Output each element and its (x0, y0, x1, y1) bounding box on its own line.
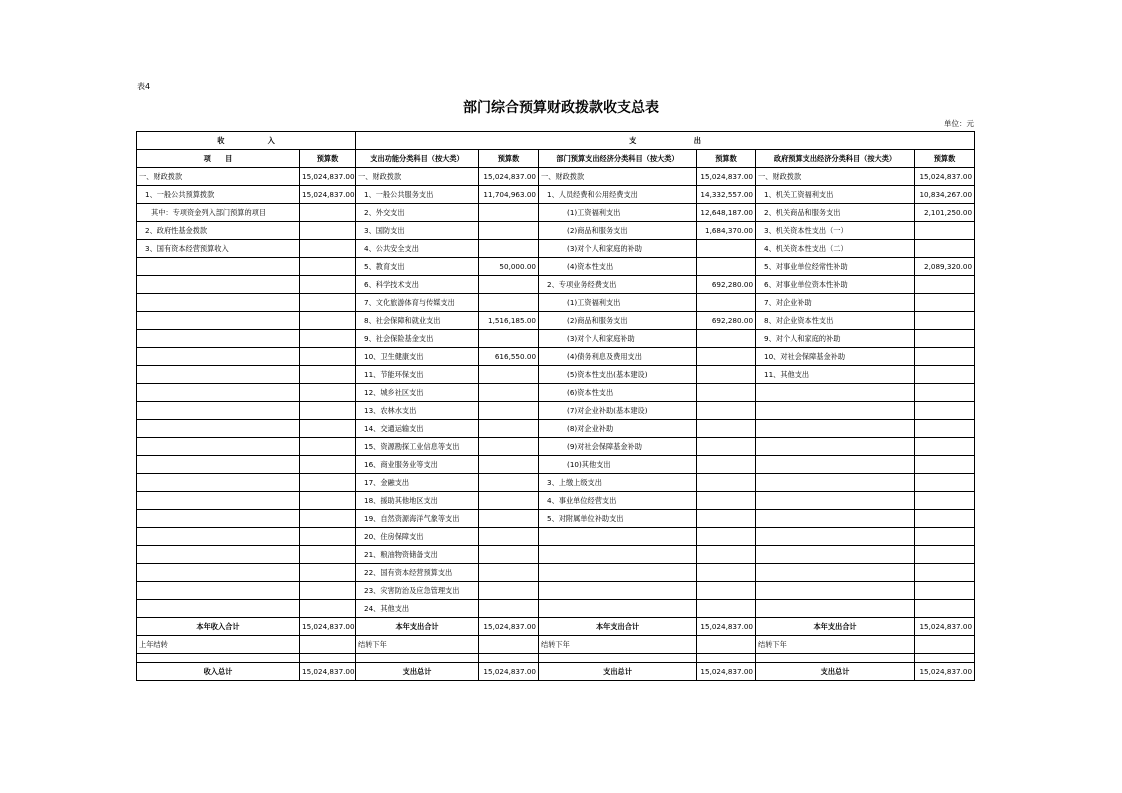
column-header-row (137, 150, 975, 168)
dept-item-cell: (9)对社会保障基金补助 (539, 438, 697, 456)
func-item-cell: 3、国防支出 (356, 222, 479, 240)
gov-grand-total-label: 支出总计 (756, 663, 915, 681)
dept-value-cell (697, 294, 756, 312)
table-row (137, 456, 975, 474)
income-item-cell (137, 312, 300, 330)
dept-item-cell: (4)资本性支出 (539, 258, 697, 276)
dept-item-cell: 一、财政拨款 (539, 168, 697, 186)
gov-item-cell (756, 420, 915, 438)
income-item-cell (137, 258, 300, 276)
dept-value-cell (697, 348, 756, 366)
budget-column-header: 预算数 (697, 150, 756, 168)
func-value-cell (479, 564, 539, 582)
func-item-cell: 19、自然资源海洋气象等支出 (356, 510, 479, 528)
table-row (137, 546, 975, 564)
gov-value-cell: 2,089,320.00 (915, 258, 975, 276)
dept-item-cell (539, 600, 697, 618)
dept-value-cell (697, 600, 756, 618)
table-row (137, 582, 975, 600)
income-item-cell: 1、一般公共预算拨款 (137, 186, 300, 204)
blank-cell (300, 654, 356, 663)
func-item-cell: 15、资源勘探工业信息等支出 (356, 438, 479, 456)
dept-item-cell: (1)工资福利支出 (539, 294, 697, 312)
dept-item-cell (539, 546, 697, 564)
gov-value-cell (915, 510, 975, 528)
func-value-cell: 1,516,185.00 (479, 312, 539, 330)
gov-value-cell (915, 240, 975, 258)
blank-cell (137, 654, 300, 663)
func-value-cell (479, 222, 539, 240)
income-value-cell: 15,024,837.00 (300, 186, 356, 204)
table-row (137, 312, 975, 330)
func-value-cell: 50,000.00 (479, 258, 539, 276)
blank-cell (539, 654, 697, 663)
income-value-cell (300, 474, 356, 492)
func-column-header: 支出功能分类科目（按大类） (356, 150, 479, 168)
func-item-cell: 1、一般公共服务支出 (356, 186, 479, 204)
table-row (137, 258, 975, 276)
func-value-cell (479, 276, 539, 294)
gov-item-cell: 5、对事业单位经常性补助 (756, 258, 915, 276)
dept-item-cell (539, 528, 697, 546)
func-item-cell: 17、金融支出 (356, 474, 479, 492)
gov-item-cell: 7、对企业补助 (756, 294, 915, 312)
income-value-cell (300, 348, 356, 366)
dept-value-cell (697, 564, 756, 582)
func-item-cell: 20、住房保障支出 (356, 528, 479, 546)
func-item-cell: 13、农林水支出 (356, 402, 479, 420)
table-row (137, 528, 975, 546)
dept-year-total-value: 15,024,837.00 (697, 618, 756, 636)
gov-item-cell: 11、其他支出 (756, 366, 915, 384)
income-item-cell (137, 330, 300, 348)
gov-item-cell (756, 438, 915, 456)
table-row (137, 492, 975, 510)
income-item-cell (137, 492, 300, 510)
gov-item-cell: 2、机关商品和服务支出 (756, 204, 915, 222)
item-column-header: 项 目 (137, 150, 300, 168)
dept-item-cell: 3、上缴上级支出 (539, 474, 697, 492)
gov-item-cell: 8、对企业资本性支出 (756, 312, 915, 330)
func-item-cell: 14、交通运输支出 (356, 420, 479, 438)
gov-item-cell: 3、机关资本性支出（一） (756, 222, 915, 240)
income-item-cell (137, 438, 300, 456)
gov-item-cell: 一、财政拨款 (756, 168, 915, 186)
func-grand-total-label: 支出总计 (356, 663, 479, 681)
gov-value-cell (915, 222, 975, 240)
func-value-cell (479, 240, 539, 258)
gov-value-cell (915, 528, 975, 546)
func-item-cell: 8、社会保障和就业支出 (356, 312, 479, 330)
income-value-cell (300, 510, 356, 528)
func-item-cell: 10、卫生健康支出 (356, 348, 479, 366)
dept-econ-column-header: 部门预算支出经济分类科目（按大类） (539, 150, 697, 168)
gov-item-cell: 1、机关工资福利支出 (756, 186, 915, 204)
gov-econ-column-header: 政府预算支出经济分类科目（按大类） (756, 150, 915, 168)
dept-item-cell: (6)资本性支出 (539, 384, 697, 402)
func-year-total-value: 15,024,837.00 (479, 618, 539, 636)
gov-grand-total-value: 15,024,837.00 (915, 663, 975, 681)
income-item-cell (137, 384, 300, 402)
gov-value-cell (915, 456, 975, 474)
dept-item-cell: 5、对附属单位补助支出 (539, 510, 697, 528)
income-item-cell: 其中：专项资金列入部门预算的项目 (137, 204, 300, 222)
dept-value-cell: 692,280.00 (697, 312, 756, 330)
dept-value-cell (697, 546, 756, 564)
income-value-cell: 15,024,837.00 (300, 168, 356, 186)
func-value-cell (479, 456, 539, 474)
income-value-cell (300, 240, 356, 258)
income-value-cell (300, 492, 356, 510)
gov-item-cell (756, 546, 915, 564)
func-value-cell (479, 294, 539, 312)
income-value-cell (300, 564, 356, 582)
dept-item-cell: (2)商品和服务支出 (539, 312, 697, 330)
dept-grand-total-label: 支出总计 (539, 663, 697, 681)
gov-value-cell: 2,101,250.00 (915, 204, 975, 222)
carry-over-row (137, 636, 975, 654)
gov-value-cell (915, 402, 975, 420)
carry-out-gov-value (915, 636, 975, 654)
income-item-cell: 一、财政拨款 (137, 168, 300, 186)
gov-value-cell (915, 384, 975, 402)
dept-value-cell (697, 492, 756, 510)
dept-value-cell (697, 510, 756, 528)
dept-grand-total-value: 15,024,837.00 (697, 663, 756, 681)
gov-value-cell (915, 474, 975, 492)
gov-item-cell (756, 582, 915, 600)
func-value-cell (479, 510, 539, 528)
income-grand-total-value: 15,024,837.00 (300, 663, 356, 681)
blank-cell (479, 654, 539, 663)
carry-in-value (300, 636, 356, 654)
income-value-cell (300, 222, 356, 240)
expense-group-header: 支 出 (356, 132, 975, 150)
dept-value-cell: 12,648,187.00 (697, 204, 756, 222)
blank-cell (697, 654, 756, 663)
budget-summary-table (136, 131, 975, 681)
gov-value-cell (915, 330, 975, 348)
income-value-cell (300, 402, 356, 420)
table-row (137, 168, 975, 186)
func-year-total-label: 本年支出合计 (356, 618, 479, 636)
table-row (137, 600, 975, 618)
income-value-cell (300, 258, 356, 276)
dept-item-cell: 2、专项业务经费支出 (539, 276, 697, 294)
income-value-cell (300, 312, 356, 330)
year-total-row (137, 618, 975, 636)
func-item-cell: 5、教育支出 (356, 258, 479, 276)
gov-item-cell (756, 510, 915, 528)
unit-label: 单位：元 (944, 119, 974, 128)
blank-cell (915, 654, 975, 663)
dept-year-total-label: 本年支出合计 (539, 618, 697, 636)
income-value-cell (300, 456, 356, 474)
income-value-cell (300, 600, 356, 618)
func-grand-total-value: 15,024,837.00 (479, 663, 539, 681)
func-item-cell: 22、国有资本经营预算支出 (356, 564, 479, 582)
income-item-cell (137, 276, 300, 294)
func-value-cell (479, 438, 539, 456)
page-title: 部门综合预算财政拨款收支总表 (463, 100, 659, 116)
table-number-label: 表4 (137, 82, 151, 91)
gov-item-cell (756, 402, 915, 420)
income-value-cell (300, 438, 356, 456)
gov-item-cell (756, 600, 915, 618)
table-row (137, 384, 975, 402)
dept-item-cell: (2)商品和服务支出 (539, 222, 697, 240)
income-value-cell (300, 546, 356, 564)
gov-item-cell (756, 564, 915, 582)
dept-value-cell (697, 456, 756, 474)
func-item-cell: 16、商业服务业等支出 (356, 456, 479, 474)
func-value-cell (479, 492, 539, 510)
dept-item-cell: (8)对企业补助 (539, 420, 697, 438)
table-row (137, 564, 975, 582)
gov-value-cell (915, 348, 975, 366)
carry-out-func-value (479, 636, 539, 654)
gov-item-cell: 6、对事业单位资本性补助 (756, 276, 915, 294)
income-value-cell (300, 366, 356, 384)
blank-cell (756, 654, 915, 663)
func-value-cell: 11,704,963.00 (479, 186, 539, 204)
gov-value-cell: 15,024,837.00 (915, 168, 975, 186)
func-item-cell: 一、财政拨款 (356, 168, 479, 186)
dept-value-cell (697, 366, 756, 384)
income-item-cell (137, 600, 300, 618)
gov-value-cell (915, 366, 975, 384)
income-value-cell (300, 276, 356, 294)
table-row (137, 330, 975, 348)
func-item-cell: 18、援助其他地区支出 (356, 492, 479, 510)
income-year-total-value: 15,024,837.00 (300, 618, 356, 636)
income-value-cell (300, 528, 356, 546)
dept-item-cell (539, 582, 697, 600)
gov-item-cell: 10、对社会保障基金补助 (756, 348, 915, 366)
func-item-cell: 2、外交支出 (356, 204, 479, 222)
gov-item-cell (756, 384, 915, 402)
dept-value-cell (697, 258, 756, 276)
func-value-cell (479, 474, 539, 492)
dept-value-cell (697, 438, 756, 456)
dept-value-cell: 15,024,837.00 (697, 168, 756, 186)
budget-column-header: 预算数 (300, 150, 356, 168)
income-value-cell (300, 294, 356, 312)
dept-value-cell (697, 528, 756, 546)
dept-value-cell (697, 474, 756, 492)
gov-value-cell (915, 564, 975, 582)
dept-item-cell: (10)其他支出 (539, 456, 697, 474)
gov-value-cell (915, 276, 975, 294)
dept-value-cell (697, 402, 756, 420)
dept-item-cell: 1、人员经费和公用经费支出 (539, 186, 697, 204)
income-item-cell (137, 420, 300, 438)
gov-item-cell: 9、对个人和家庭的补助 (756, 330, 915, 348)
table-row (137, 402, 975, 420)
carry-out-dept-value (697, 636, 756, 654)
dept-item-cell (539, 564, 697, 582)
blank-cell (356, 654, 479, 663)
income-value-cell (300, 204, 356, 222)
income-item-cell (137, 294, 300, 312)
gov-value-cell (915, 546, 975, 564)
gov-item-cell (756, 492, 915, 510)
income-item-cell (137, 366, 300, 384)
func-item-cell: 21、粮油物资储备支出 (356, 546, 479, 564)
table-row (137, 294, 975, 312)
gov-item-cell (756, 528, 915, 546)
income-item-cell (137, 474, 300, 492)
dept-item-cell: (4)债务利息及费用支出 (539, 348, 697, 366)
income-value-cell (300, 420, 356, 438)
group-header-row (137, 132, 975, 150)
gov-value-cell (915, 582, 975, 600)
budget-column-header: 预算数 (915, 150, 975, 168)
table-row (137, 276, 975, 294)
income-item-cell (137, 564, 300, 582)
budget-column-header: 预算数 (479, 150, 539, 168)
func-value-cell (479, 204, 539, 222)
gov-item-cell (756, 474, 915, 492)
income-year-total-label: 本年收入合计 (137, 618, 300, 636)
gov-year-total-label: 本年支出合计 (756, 618, 915, 636)
income-value-cell (300, 330, 356, 348)
gov-value-cell: 10,834,267.00 (915, 186, 975, 204)
func-item-cell: 11、节能环保支出 (356, 366, 479, 384)
dept-value-cell (697, 582, 756, 600)
dept-value-cell: 14,332,557.00 (697, 186, 756, 204)
dept-value-cell (697, 240, 756, 258)
income-grand-total-label: 收入总计 (137, 663, 300, 681)
table-row (137, 366, 975, 384)
gov-item-cell (756, 456, 915, 474)
income-item-cell (137, 528, 300, 546)
grand-total-row (137, 663, 975, 681)
dept-value-cell: 692,280.00 (697, 276, 756, 294)
income-item-cell (137, 402, 300, 420)
func-value-cell (479, 528, 539, 546)
func-value-cell (479, 420, 539, 438)
table-row (137, 420, 975, 438)
func-value-cell (479, 600, 539, 618)
gov-item-cell: 4、机关资本性支出（二） (756, 240, 915, 258)
dept-item-cell: (7)对企业补助(基本建设) (539, 402, 697, 420)
func-value-cell (479, 366, 539, 384)
dept-item-cell: (3)对个人和家庭的补助 (539, 240, 697, 258)
func-item-cell: 12、城乡社区支出 (356, 384, 479, 402)
carry-out-func-label: 结转下年 (356, 636, 479, 654)
income-group-header: 收 入 (137, 132, 356, 150)
income-item-cell: 2、政府性基金拨款 (137, 222, 300, 240)
func-item-cell: 7、文化旅游体育与传媒支出 (356, 294, 479, 312)
dept-value-cell: 1,684,370.00 (697, 222, 756, 240)
func-value-cell (479, 330, 539, 348)
gov-year-total-value: 15,024,837.00 (915, 618, 975, 636)
income-value-cell (300, 582, 356, 600)
income-value-cell (300, 384, 356, 402)
income-item-cell (137, 510, 300, 528)
dept-item-cell: 4、事业单位经营支出 (539, 492, 697, 510)
dept-item-cell: (3)对个人和家庭补助 (539, 330, 697, 348)
func-item-cell: 4、公共安全支出 (356, 240, 479, 258)
func-value-cell (479, 582, 539, 600)
blank-row (137, 654, 975, 663)
table-row (137, 348, 975, 366)
gov-value-cell (915, 294, 975, 312)
dept-value-cell (697, 384, 756, 402)
dept-item-cell: (5)资本性支出(基本建设) (539, 366, 697, 384)
carry-out-gov-label: 结转下年 (756, 636, 915, 654)
table-row (137, 474, 975, 492)
func-item-cell: 24、其他支出 (356, 600, 479, 618)
func-item-cell: 23、灾害防治及应急管理支出 (356, 582, 479, 600)
func-value-cell (479, 546, 539, 564)
gov-value-cell (915, 600, 975, 618)
gov-value-cell (915, 420, 975, 438)
table-row (137, 240, 975, 258)
func-item-cell: 6、科学技术支出 (356, 276, 479, 294)
dept-item-cell: (1)工资福利支出 (539, 204, 697, 222)
func-value-cell: 616,550.00 (479, 348, 539, 366)
income-item-cell (137, 348, 300, 366)
table-row (137, 186, 975, 204)
table-row (137, 204, 975, 222)
func-value-cell: 15,024,837.00 (479, 168, 539, 186)
gov-value-cell (915, 438, 975, 456)
income-item-cell (137, 456, 300, 474)
func-value-cell (479, 402, 539, 420)
gov-value-cell (915, 312, 975, 330)
income-item-cell: 3、国有资本经营预算收入 (137, 240, 300, 258)
carry-in-label: 上年结转 (137, 636, 300, 654)
func-item-cell: 9、社会保险基金支出 (356, 330, 479, 348)
dept-value-cell (697, 330, 756, 348)
table-row (137, 438, 975, 456)
table-row (137, 510, 975, 528)
func-value-cell (479, 384, 539, 402)
income-item-cell (137, 546, 300, 564)
carry-out-dept-label: 结转下年 (539, 636, 697, 654)
dept-value-cell (697, 420, 756, 438)
income-item-cell (137, 582, 300, 600)
table-row (137, 222, 975, 240)
gov-value-cell (915, 492, 975, 510)
